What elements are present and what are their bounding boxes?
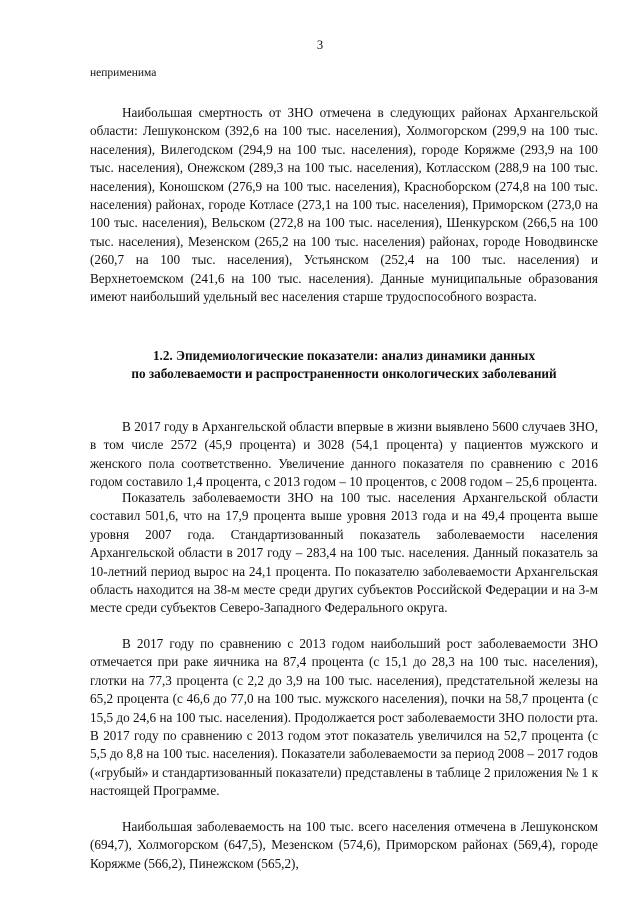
section-heading-line-2: по заболеваемости и распространенности онкологических заболеваний — [131, 366, 557, 382]
continued-text-fragment: неприменима — [90, 67, 157, 79]
paragraph-incidence-rate: Показатель заболеваемости ЗНО на 100 тыс. населения Архангельской области составил 501,6, что на 17,9 процента выше уровня 2013 года и на 49,4 процента выше уровня 2007 года. Стандартизованный показатель заболеваемости населения Архангельской области в 2017 году – 283,4 на 100 тыс. населения. Данный показатель за 10-летний период вырос на 24,1 процента. По показателю заболеваемости Архангельская область находится на 38-м месте среди других субъектов Российской Федерации и на 3-м месте среди субъектов Северо-Западного Федерального округа. — [90, 490, 598, 616]
paragraph-new-cases-2017: В 2017 году в Архангельской области впервые в жизни выявлено 5600 случаев ЗНО, в том числе 2572 (45,9 процента) и 3028 (54,1 процента) у пациентов мужского и женского пола соответственно. Увеличение данного показателя по сравнению с 2016 годом составило 1,4 процента, с 2013 годом – 10 процентов, с 2008 годом – 25,6 процента. — [90, 419, 598, 490]
paragraph-highest-incidence-districts: Наибольшая заболеваемость на 100 тыс. всего населения отмечена в Лешуконском (694,7), Холмогорском (647,5), Мезенском (574,6), Приморском районах (569,4), городе Коряжме (566,2), Пинежском (565,2), — [90, 819, 598, 871]
paragraph-incidence-growth: В 2017 году по сравнению с 2013 годом наибольший рост заболеваемости ЗНО отмечается при раке яичника на 87,4 процента (с 15,1 до 28,3 на 100 тыс. населения), глотки на 77,3 процента (с 2,2 до 3,9 на 100 тыс. населения), предстательной железы на 65,2 процента (с 46,6 до 77,0 на 100 тыс. мужского населения), почки на 58,7 процента (с 15,5 до 24,6 на 100 тыс. населения). Продолжается рост заболеваемости ЗНО полости рта. В 2017 году по сравнению с 2013 годом этот показатель увеличился на 52,7 процента (с 5,5 до 8,8 на 100 тыс. населения). Показатели заболеваемости за период 2008 – 2017 годов («грубый» и стандартизованный показатели) представлены в таблице 2 приложения № 1 к настоящей Программе. — [90, 636, 598, 799]
page-number: 3 — [316, 38, 324, 52]
section-heading — [90, 347, 598, 384]
section-heading-line-1: 1.2. Эпидемиологические показатели: анализ динамики данных — [152, 348, 536, 363]
paragraph-mortality-districts: Наибольшая смертность от ЗНО отмечена в следующих районах Архангельской области: Лешуконском (392,6 на 100 тыс. населения), Холмогорском (299,9 на 100 тыс. населения), Вилегодском (294,9 на 100 тыс. населения), городе Коряжме (293,9 на 100 тыс. населения), Онежском (289,3 на 100 тыс. населения), Котласском (288,9 на 100 тыс. населения), Коношском (276,9 на 100 тыс. населения), Красноборском (274,8 на 100 тыс. населения) районах, городе Котласе (273,1 на 100 тыс. населения), Приморском (273,0 на 100 тыс. населения), Вельском (272,8 на 100 тыс. населения), Шенкурском (266,5 на 100 тыс. населения), Мезенском (265,2 на 100 тыс. населения) районах, городе Новодвинске (260,7 на 100 тыс. населения), Устьянском (252,4 на 100 тыс. населения) и Верхнетоемском (241,6 на 100 тыс. населения). Данные муниципальные образования имеют наибольший удельный вес населения старше трудоспособного возраста. — [90, 105, 598, 305]
